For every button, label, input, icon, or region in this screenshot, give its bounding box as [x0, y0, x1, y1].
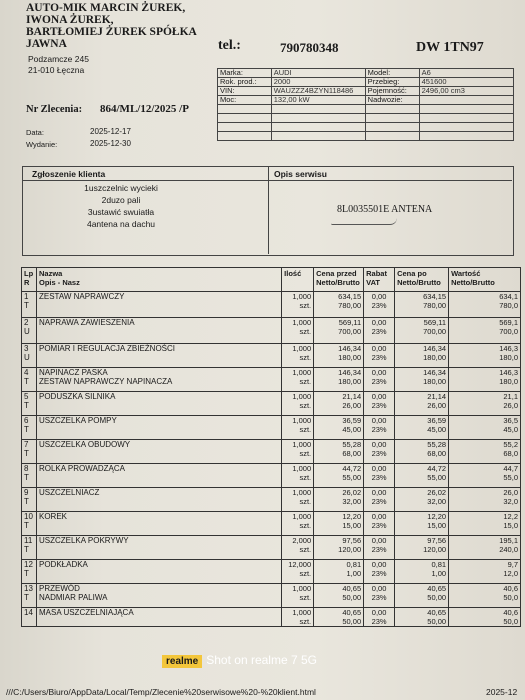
row-name: NAPRAWA ZAWIESZENIA [36, 318, 281, 344]
date-label: Data: [26, 128, 44, 137]
camera-watermark [162, 653, 317, 667]
row-name: KOREK [36, 512, 281, 536]
car-capacity: 2496,00 cm3 [419, 87, 513, 96]
row-price-before: 569,11 700,00 [314, 318, 364, 344]
row-value: 26,0 32,0 [449, 488, 521, 512]
footer-date: 2025-12 [486, 687, 518, 697]
row-discount: 0,00 23% [364, 536, 395, 560]
table-row [22, 536, 521, 560]
row-value: 40,6 50,0 [449, 584, 521, 608]
row-price-before: 36,59 45,00 [314, 416, 364, 440]
phone-label: tel.: [218, 38, 241, 53]
row-price-after: 44,72 55,00 [395, 464, 449, 488]
car-mileage: 451600 [419, 78, 513, 87]
row-price-after: 97,56 120,00 [395, 536, 449, 560]
row-price-before: 146,34 180,00 [314, 344, 364, 368]
row-discount: 0,00 23% [364, 440, 395, 464]
row-lp: 11 T [22, 536, 37, 560]
row-lp: 13 T [22, 584, 37, 608]
row-name: PODUSZKA SILNIKA [36, 392, 281, 416]
row-price-before: 44,72 55,00 [314, 464, 364, 488]
car-make-label: Marka: [218, 69, 272, 78]
table-row [22, 560, 521, 584]
row-value: 21,1 26,0 [449, 392, 521, 416]
col-lp: Lp R [22, 268, 37, 292]
client-request-line: 1uszczelnic wycieki [84, 183, 158, 193]
row-quantity: 1,000 szt. [282, 464, 314, 488]
row-value: 40,6 50,0 [449, 608, 521, 627]
handwritten-underline [331, 218, 397, 225]
row-discount: 0,00 23% [364, 584, 395, 608]
license-plate: DW 1TN97 [416, 40, 484, 55]
request-header-line [22, 180, 512, 181]
row-price-after: 40,65 50,00 [395, 608, 449, 627]
row-value: 634,1 780,0 [449, 292, 521, 318]
row-price-after: 146,34 180,00 [395, 344, 449, 368]
table-row [22, 416, 521, 440]
row-price-after: 634,15 780,00 [395, 292, 449, 318]
row-price-after: 146,34 180,00 [395, 368, 449, 392]
row-quantity: 1,000 szt. [282, 440, 314, 464]
table-row [22, 584, 521, 608]
row-lp: 9 T [22, 488, 37, 512]
col-discount: Rabat VAT [364, 268, 395, 292]
row-value: 36,5 45,0 [449, 416, 521, 440]
row-quantity: 1,000 szt. [282, 344, 314, 368]
row-quantity: 2,000 szt. [282, 536, 314, 560]
release-date-value: 2025-12-30 [90, 139, 131, 148]
car-vin: WAUZZZ4BZYN118486 [271, 87, 365, 96]
table-row [22, 488, 521, 512]
row-name: MASA USZCZELNIAJĄCA [36, 608, 281, 627]
row-discount: 0,00 23% [364, 560, 395, 584]
row-price-before: 0,81 1,00 [314, 560, 364, 584]
table-row [22, 392, 521, 416]
car-body-label: Nadwozie: [365, 96, 419, 105]
row-value: 146,3 180,0 [449, 368, 521, 392]
row-price-after: 0,81 1,00 [395, 560, 449, 584]
row-price-before: 97,56 120,00 [314, 536, 364, 560]
car-make: AUDI [271, 69, 365, 78]
items-table-body [22, 292, 521, 627]
row-price-after: 21,14 26,00 [395, 392, 449, 416]
row-lp: 10 T [22, 512, 37, 536]
row-value: 146,3 180,0 [449, 344, 521, 368]
row-price-after: 12,20 15,00 [395, 512, 449, 536]
row-value: 44,7 55,0 [449, 464, 521, 488]
row-name: USZCZELKA POKRYWY [36, 536, 281, 560]
row-price-after: 26,02 32,00 [395, 488, 449, 512]
row-lp: 14 [22, 608, 37, 627]
row-name: PRZEWÓD NADMIAR PALIWA [36, 584, 281, 608]
row-lp: 2 U [22, 318, 37, 344]
row-price-before: 634,15 780,00 [314, 292, 364, 318]
row-discount: 0,00 23% [364, 292, 395, 318]
row-discount: 0,00 23% [364, 368, 395, 392]
row-quantity: 1,000 szt. [282, 488, 314, 512]
row-price-after: 36,59 45,00 [395, 416, 449, 440]
car-mileage-label: Przebieg: [365, 78, 419, 87]
table-row [22, 368, 521, 392]
service-description-text: 8L0035501E ANTENA [337, 204, 433, 215]
row-price-before: 40,65 50,00 [314, 584, 364, 608]
col-quantity: Ilość [282, 268, 314, 292]
footer-file-path: ///C:/Users/Biuro/AppData/Local/Temp/Zlecenie%20serwisowe%20-%20klient.html [6, 687, 316, 697]
row-lp: 5 T [22, 392, 37, 416]
client-request-title: Zgłoszenie klienta [32, 169, 106, 179]
car-year-label: Rok. prod.: [218, 78, 272, 87]
row-value: 12,2 15,0 [449, 512, 521, 536]
row-price-before: 26,02 32,00 [314, 488, 364, 512]
row-lp: 12 T [22, 560, 37, 584]
row-price-before: 40,65 50,00 [314, 608, 364, 627]
col-name: Nazwa Opis - Nasz [36, 268, 281, 292]
row-discount: 0,00 23% [364, 464, 395, 488]
client-request-line: 4antena na dachu [86, 219, 156, 229]
order-label: Nr Zlecenia: [26, 104, 83, 115]
row-value: 9,7 12,0 [449, 560, 521, 584]
row-price-before: 146,34 180,00 [314, 368, 364, 392]
row-quantity: 1,000 szt. [282, 512, 314, 536]
client-request-line: 2duzo pali [101, 195, 141, 205]
table-row [22, 608, 521, 627]
row-discount: 0,00 23% [364, 318, 395, 344]
row-name: ROLKA PROWADZĄCA [36, 464, 281, 488]
release-date-label: Wydanie: [26, 140, 58, 149]
table-row [22, 344, 521, 368]
row-price-before: 55,28 68,00 [314, 440, 364, 464]
col-price-after: Cena po Netto/Brutto [395, 268, 449, 292]
car-body [419, 96, 513, 105]
row-discount: 0,00 23% [364, 608, 395, 627]
car-power-label: Moc: [218, 96, 272, 105]
car-model-label: Model: [365, 69, 419, 78]
row-price-after: 55,28 68,00 [395, 440, 449, 464]
watermark-text: Shot on realme 7 5G [206, 653, 317, 667]
row-price-after: 569,11 700,00 [395, 318, 449, 344]
row-quantity: 1,000 szt. [282, 368, 314, 392]
row-lp: 7 T [22, 440, 37, 464]
row-name: ZESTAW NAPRAWCZY [36, 292, 281, 318]
row-discount: 0,00 23% [364, 488, 395, 512]
col-value: Wartość Netto/Brutto [449, 268, 521, 292]
row-quantity: 1,000 szt. [282, 584, 314, 608]
items-table [21, 267, 521, 627]
table-row [22, 464, 521, 488]
row-price-after: 40,65 50,00 [395, 584, 449, 608]
row-lp: 3 U [22, 344, 37, 368]
car-capacity-label: Pojemność: [365, 87, 419, 96]
watermark-badge: realme [162, 655, 202, 668]
table-row [22, 440, 521, 464]
row-discount: 0,00 23% [364, 416, 395, 440]
col-price-before: Cena przed Netto/Brutto [314, 268, 364, 292]
row-quantity: 1,000 szt. [282, 608, 314, 627]
row-value: 569,1 700,0 [449, 318, 521, 344]
row-quantity: 1,000 szt. [282, 392, 314, 416]
table-row [22, 318, 521, 344]
car-model: A6 [419, 69, 513, 78]
service-description-title: Opis serwisu [274, 169, 327, 179]
car-power: 132,00 kW [271, 96, 365, 105]
phone-number: 790780348 [280, 40, 339, 55]
row-discount: 0,00 23% [364, 512, 395, 536]
row-value: 195,1 240,0 [449, 536, 521, 560]
table-row [22, 512, 521, 536]
row-value: 55,2 68,0 [449, 440, 521, 464]
row-name: USZCZELNIACZ [36, 488, 281, 512]
row-quantity: 1,000 szt. [282, 318, 314, 344]
row-price-before: 12,20 15,00 [314, 512, 364, 536]
car-vin-label: VIN: [218, 87, 272, 96]
car-year: 2000 [271, 78, 365, 87]
table-row [22, 292, 521, 318]
row-name: USZCZELKA OBUDOWY [36, 440, 281, 464]
row-discount: 0,00 23% [364, 344, 395, 368]
row-lp: 1 T [22, 292, 37, 318]
vehicle-info-table [217, 68, 514, 141]
row-name: NAPINACZ PASKA ZESTAW NAPRAWCZY NAPINACZA [36, 368, 281, 392]
row-lp: 4 T [22, 368, 37, 392]
company-name: AUTO-MIK MARCIN ŻUREK, IWONA ŻUREK, BARTŁOMIEJ ŻUREK SPÓŁKA JAWNA [26, 2, 197, 50]
client-request-line: 3ustawić swuiatła [87, 207, 155, 217]
row-name: POMIAR I REGULACJA ZBIEŻNOŚCI [36, 344, 281, 368]
order-number: 864/ML/12/2025 /P [100, 103, 189, 115]
row-discount: 0,00 23% [364, 392, 395, 416]
row-name: USZCZELKA POMPY [36, 416, 281, 440]
row-price-before: 21,14 26,00 [314, 392, 364, 416]
date-value: 2025-12-17 [90, 127, 131, 136]
row-lp: 6 T [22, 416, 37, 440]
row-lp: 8 T [22, 464, 37, 488]
row-quantity: 1,000 szt. [282, 292, 314, 318]
row-quantity: 12,000 szt. [282, 560, 314, 584]
row-quantity: 1,000 szt. [282, 416, 314, 440]
row-name: PODKŁADKA [36, 560, 281, 584]
company-address: Podzamcze 245 21-010 Łęczna [28, 54, 89, 75]
